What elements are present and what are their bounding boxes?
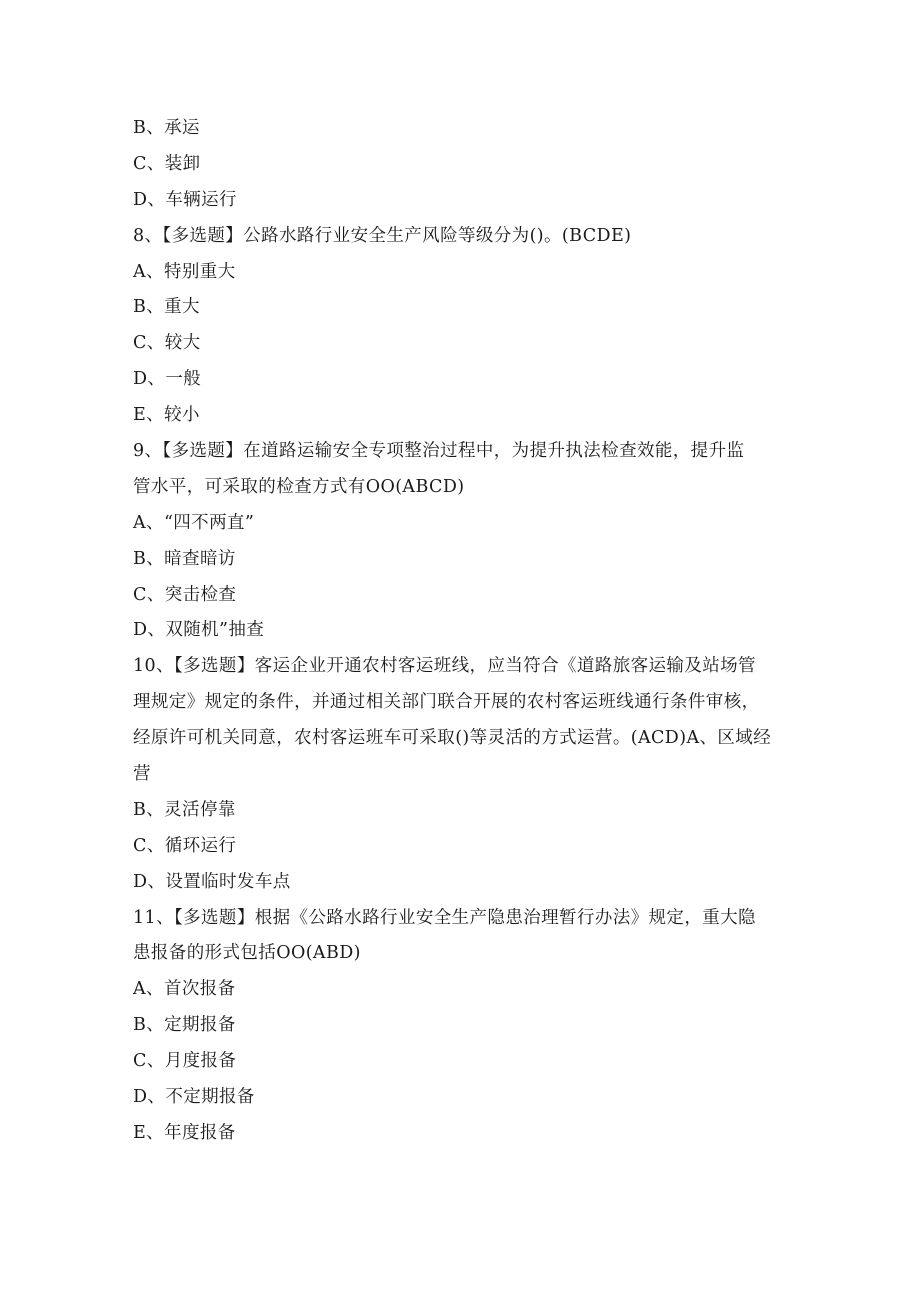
option-e-line: E、年度报备: [133, 1122, 236, 1143]
question-11-text-cont: 患报备的形式包括OO(ABD): [133, 943, 361, 964]
question-10-text: 10、【多选题】客运企业开通农村客运班线，应当符合《道路旅客运输及站场管: [133, 656, 756, 677]
option-a-line: A、特别重大: [133, 261, 236, 282]
question-10-text-cont: 经原许可机关同意，农村客运班车可采取()等灵活的方式运营。(ACD)A、区域经: [133, 728, 772, 749]
option-d-line: D、车辆运行: [133, 189, 237, 210]
option-b-line: B、定期报备: [133, 1015, 236, 1036]
question-8-text: 8、【多选题】公路水路行业安全生产风险等级分为()。(BCDE): [133, 225, 632, 246]
option-a-line: A、“四不两直”: [133, 512, 255, 533]
option-c-line: C、较大: [133, 333, 201, 354]
option-b-line: B、重大: [133, 297, 200, 318]
option-c-line: C、突击检查: [133, 584, 237, 605]
option-a-line: A、首次报备: [133, 979, 236, 1000]
option-b-line: B、承运: [133, 118, 200, 138]
question-9-text-cont: 管水平，可采取的检查方式有OO(ABCD): [133, 476, 465, 497]
option-c-line: C、装卸: [133, 153, 201, 174]
document-page: [133, 111, 793, 1152]
question-11-text: 11、【多选题】根据《公路水路行业安全生产隐患治理暂行办法》规定，重大隐: [133, 907, 756, 928]
option-c-line: C、循环运行: [133, 835, 237, 856]
option-e-line: E、较小: [133, 405, 200, 426]
option-c-line: C、月度报备: [133, 1051, 237, 1072]
question-9-text: 9、【多选题】在道路运输安全专项整治过程中，为提升执法检查效能，提升监: [133, 441, 745, 462]
option-d-line: D、一般: [133, 369, 202, 390]
option-b-line: B、暗查暗访: [133, 548, 236, 569]
option-d-line: D、设置临时发车点: [133, 871, 291, 892]
option-d-line: D、双随机”抽查: [133, 620, 265, 641]
option-b-line: B、灵活停靠: [133, 799, 236, 820]
question-10-text-cont: 理规定》规定的条件，并通过相关部门联合开展的农村客运班线通行条件审核，: [133, 692, 760, 713]
question-10-text-cont: 营: [133, 764, 151, 785]
option-d-line: D、不定期报备: [133, 1087, 255, 1108]
